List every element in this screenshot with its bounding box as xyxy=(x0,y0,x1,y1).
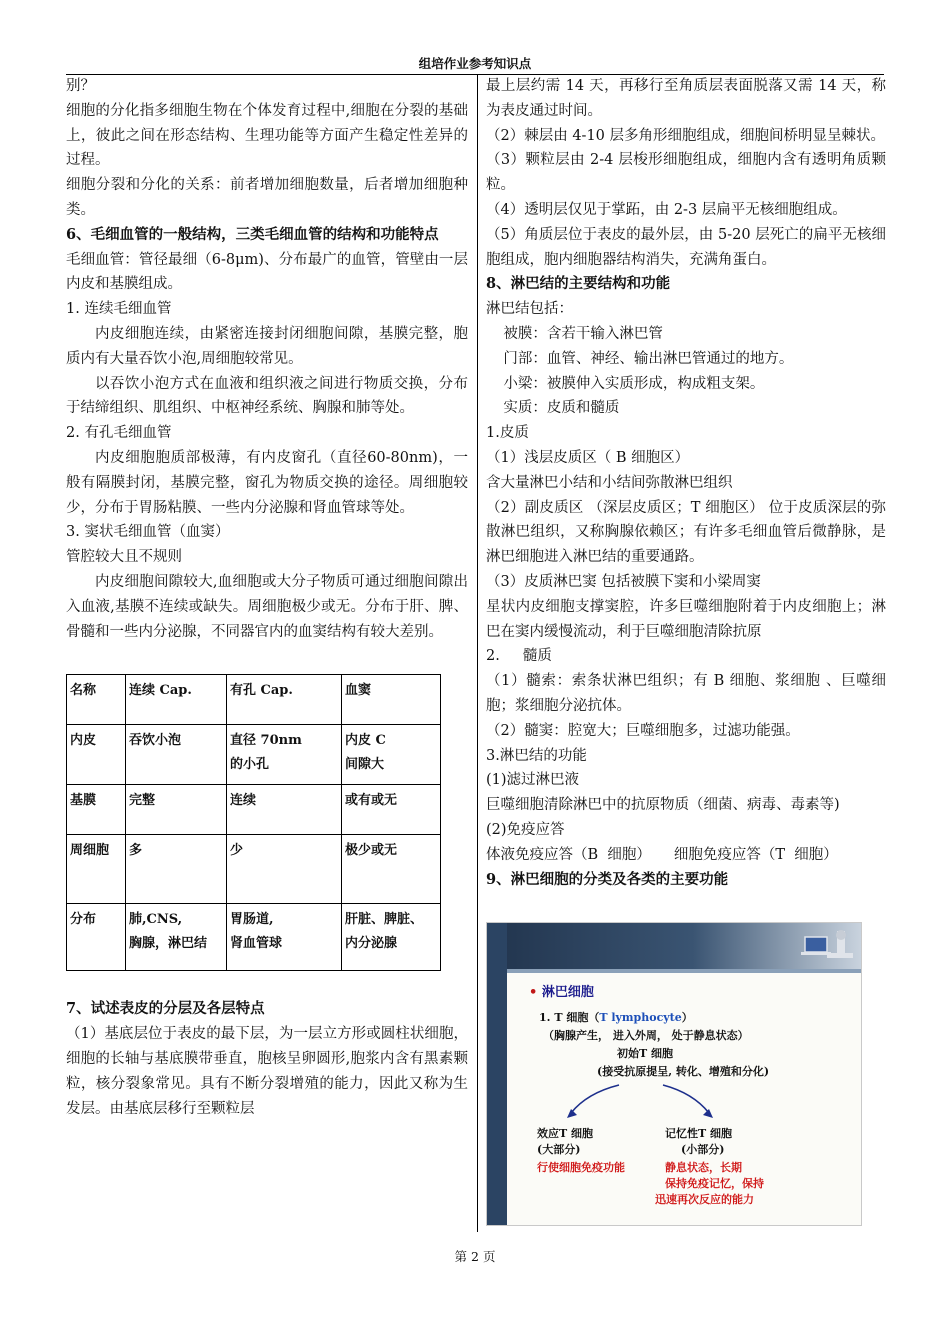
paragraph: 毛细血管：管径最细（6-8μm)、分布最广的血管，管壁由一层内皮和基膜组成。 xyxy=(66,251,468,293)
table-row xyxy=(67,725,441,785)
table-cell: 名称 xyxy=(67,675,126,725)
table-cell: 血窦 xyxy=(342,675,441,725)
paragraph: 淋巴结包括： xyxy=(486,301,573,318)
slide-line xyxy=(539,1009,693,1025)
arrow-head-right xyxy=(703,1109,713,1118)
slide-line: 效应T 细胞 xyxy=(537,1127,594,1140)
paragraph: 含大量淋巴小结和小结间弥散淋巴组织 xyxy=(486,474,733,491)
paragraph: 内皮细胞连续，由紧密连接封闭细胞间隙，基膜完整，胞质内有大量吞饮小泡,周细胞较常见。 xyxy=(66,325,468,367)
slide-line: (接受抗原提呈, 转化、增殖和分化) xyxy=(597,1065,770,1078)
paragraph: 最上层约需 14 天，再移行至角质层表面脱落又需 14 天，称为表皮通过时间。 xyxy=(486,78,886,119)
table-cell: 分布 xyxy=(67,904,126,971)
paragraph: （1）髓索：索条状淋巴组织；有 B 细胞、浆细胞 、巨噬细胞；浆细胞分泌抗体。 xyxy=(486,673,886,714)
paragraph: 细胞分裂和分化的关系：前者增加细胞数量，后者增加细胞种类。 xyxy=(66,177,468,218)
paragraph: 细胞的分化指多细胞生物在个体发育过程中,细胞在分裂的基础上，彼此之间在形态结构、生理功能等方面产生稳定性差异的过程。 xyxy=(66,102,468,169)
table-cell: 有孔 Cap. xyxy=(227,675,342,725)
paragraph: 门部：血管、神经、输出淋巴管通过的地方。 xyxy=(503,350,794,367)
paragraph: （3）皮质淋巴窦 包括被膜下窦和小梁周窦 xyxy=(486,573,761,590)
table-cell: 连续 Cap. xyxy=(126,675,227,725)
section-heading-9: 9、淋巴细胞的分类及各类的主要功能 xyxy=(486,870,729,888)
slide-bullet: • 淋巴细胞 xyxy=(529,985,594,1000)
paragraph: (1)滤过淋巴液 xyxy=(486,772,580,789)
slide-line: （胸腺产生， 进入外周， 处于静息状态） xyxy=(543,1029,749,1042)
section-heading-7: 7、试述表皮的分层及各层特点 xyxy=(66,1000,265,1018)
section-heading-6: 6、毛细血管的一般结构，三类毛细血管的结构和功能特点 xyxy=(66,225,439,243)
table-cell: 内皮 C 间隙大 xyxy=(342,725,441,785)
table-cell: 完整 xyxy=(126,785,227,835)
paragraph: 内皮细胞胞质部极薄，有内皮窗孔（直径60-80nm)，一般有隔膜封闭，基膜完整，窗孔为物质交换的途径。周细胞较少，分布于胃肠粘膜、一些内分泌腺和肾血管球等处。 xyxy=(66,449,468,516)
subheading: 3. 窦状毛细血管（血窦） xyxy=(66,524,230,541)
paragraph: （2）髓窦：腔宽大；巨噬细胞多，过滤功能强。 xyxy=(486,722,800,739)
slide-line: 初始T 细胞 xyxy=(617,1047,674,1060)
paragraph: 内皮细胞间隙较大,血细胞或大分子物质可通过细胞间隙出入血液,基膜不连续或缺失。周细胞极少或无。分布于肝、脾、骨髓和一些内分泌腺，不同器官内的血窦结构有较大差别。 xyxy=(66,573,468,640)
paragraph: (2)免疫应答 xyxy=(486,821,565,838)
table-cell: 基膜 xyxy=(67,785,126,835)
table-cell: 直径 70nm 的小孔 xyxy=(227,725,342,785)
table-row xyxy=(67,904,441,971)
subheading: 2. 有孔毛细血管 xyxy=(66,425,172,442)
slide-bullet-text: 淋巴细胞 xyxy=(541,985,594,1000)
slide-line: 静息状态，长期 xyxy=(665,1161,742,1174)
paragraph: 管腔较大且不规则 xyxy=(66,549,182,566)
paragraph: （1）浅层皮质区（ B 细胞区） xyxy=(486,449,690,466)
laptop-icon xyxy=(801,937,831,955)
branch-arrows xyxy=(571,1085,709,1113)
slide-line: (小部分) xyxy=(681,1143,725,1156)
paragraph: （2）棘层由 4-10 层多角形细胞组成，细胞间桥明显呈棘状。 xyxy=(486,127,886,144)
paragraph: （5）角质层位于表皮的最外层，由 5-20 层死亡的扁平无核细胞组成，胞内细胞器结构消失，充满角蛋白。 xyxy=(486,226,886,268)
table-cell: 肝脏、脾脏、 内分泌腺 xyxy=(342,904,441,971)
column-divider xyxy=(477,74,478,1232)
section-heading-8: 8、淋巴结的主要结构和功能 xyxy=(486,275,671,293)
table-cell: 周细胞 xyxy=(67,835,126,904)
capillary-comparison-table xyxy=(66,674,441,971)
paragraph: 实质：皮质和髓质 xyxy=(503,400,620,417)
paragraph: 被膜：含若干输入淋巴管 xyxy=(503,325,663,342)
slide-line: 记忆性T 细胞 xyxy=(665,1127,733,1140)
slide-text: T lymphocyte xyxy=(599,1011,682,1024)
paragraph: （1）基底层位于表皮的最下层，为一层立方形或圆柱状细胞，细胞的长轴与基底膜带垂直，胞核呈卵圆形,胞浆内含有黑素颗粒，核分裂象常见。具有不断分裂增殖的能力，因此又称为生发层。由基底层移行至颗粒层 xyxy=(66,1026,468,1117)
paragraph: （4）透明层仅见于掌跖，由 2-3 层扁平无核细胞组成。 xyxy=(486,201,847,218)
right-column xyxy=(486,74,886,892)
table-cell: 内皮 xyxy=(67,725,126,785)
paragraph: 巨噬细胞清除淋巴中的抗原物质（细菌、病毒、毒素等) xyxy=(486,797,840,814)
table-cell: 少 xyxy=(227,835,342,904)
subheading: 1.皮质 xyxy=(486,425,529,442)
subheading: 2. 髓质 xyxy=(486,648,552,665)
table-row xyxy=(67,835,441,904)
subheading: 1. 连续毛细血管 xyxy=(66,301,172,318)
table-row xyxy=(67,785,441,835)
lymphocyte-slide-image xyxy=(486,922,862,1226)
paragraph: 别？ xyxy=(66,78,95,94)
table-cell: 或有或无 xyxy=(342,785,441,835)
page-number: 第 2 页 xyxy=(454,1249,496,1264)
paragraph: 星状内皮细胞支撑窦腔，许多巨噬细胞附着于内皮细胞上；淋巴在窦内缓慢流动，利于巨噬细胞清除抗原 xyxy=(486,598,886,640)
table-cell: 肺,CNS, 胸腺，淋巴结 xyxy=(126,904,227,971)
subheading: 3.淋巴结的功能 xyxy=(486,747,587,764)
table-cell: 吞饮小泡 xyxy=(126,725,227,785)
paragraph: （3）颗粒层由 2-4 层梭形细胞组成，细胞内含有透明角质颗粒。 xyxy=(486,152,886,194)
slide-text: ） xyxy=(681,1011,693,1024)
table-header-row xyxy=(67,675,441,725)
paragraph: （2）副皮质区 （深层皮质区；T 细胞区） 位于皮质深层的弥散淋巴组织，又称胸腺依赖区；有许多毛细血管后微静脉，是淋巴细胞进入淋巴结的重要通路。 xyxy=(486,499,886,566)
arrow-head-left xyxy=(567,1109,577,1118)
table-cell: 极少或无 xyxy=(342,835,441,904)
paragraph: 体液免疫应答（B 细胞） 细胞免疫应答（T 细胞） xyxy=(486,846,838,863)
slide-line: 迅速再次反应的能力 xyxy=(655,1193,754,1206)
slide-line: 保持免疫记忆，保持 xyxy=(665,1177,764,1190)
slide-line: 行使细胞免疫功能 xyxy=(537,1161,625,1174)
page-header: 组培作业参考知识点 xyxy=(66,54,884,75)
table-cell: 胃肠道, 肾血管球 xyxy=(227,904,342,971)
table-cell: 多 xyxy=(126,835,227,904)
slide-line: (大部分) xyxy=(537,1143,581,1156)
paragraph: 小梁：被膜伸入实质形成，构成粗支架。 xyxy=(503,375,765,392)
slide-text: 1. T 细胞（ xyxy=(539,1011,600,1024)
table-cell: 连续 xyxy=(227,785,342,835)
paragraph: 以吞饮小泡方式在血液和组织液之间进行物质交换，分布于结缔组织、肌组织、中枢神经系统、胸腺和肺等处。 xyxy=(66,375,468,417)
left-column xyxy=(66,74,468,1121)
